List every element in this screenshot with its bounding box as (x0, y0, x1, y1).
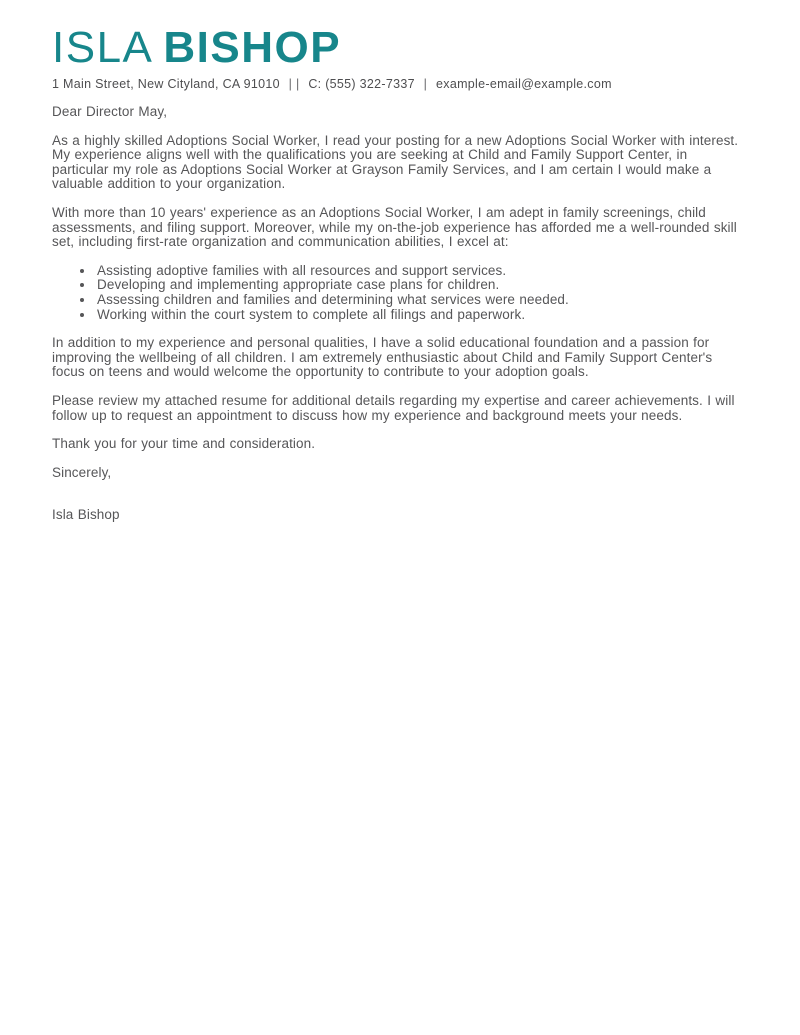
first-name: ISLA (52, 23, 154, 72)
address-text: 1 Main Street, New Cityland, CA 91010 (52, 77, 280, 91)
phone-text: C: (555) 322-7337 (308, 77, 415, 91)
signoff: Sincerely, (52, 464, 112, 480)
paragraph-thanks: Thank you for your time and consideration. (52, 436, 316, 452)
paragraph-experience: With more than 10 years' experience as an Adoptions Social Worker, I am adept in family screenings, child assessments, and filing support. Moreover, while my on-the-job experience has afforded me a well-rounded skill set, including first-rate organization and communication abilities, I excel at: (52, 204, 737, 250)
contact-separator: | | (288, 77, 300, 91)
contact-line (52, 77, 748, 91)
contact-separator: | (423, 77, 428, 91)
skills-list-item: • Working within the court system to complete all filings and paperwork. (95, 308, 748, 323)
letter-header (52, 23, 748, 91)
person-name (52, 23, 748, 72)
paragraph-education: In addition to my experience and personal qualities, I have a solid educational foundation and a passion for improving the wellbeing of all children. I am extremely enthusiastic about Child and Family Support Center's focus on teens and would welcome the opportunity to contribute to your adoption goals. (52, 335, 713, 380)
skills-list-item: • Developing and implementing appropriate case plans for children. (95, 278, 748, 293)
signature-name: Isla Bishop (52, 507, 120, 523)
skills-list (52, 264, 748, 322)
paragraph-intro: As a highly skilled Adoptions Social Worker, I read your posting for a new Adoptions Social Worker with interest. My experience aligns well with the qualifications you are seeking at Child and Family Support Center, in particular my role as Adoptions Social Worker at Grayson Family Services, and I am certain I would make a valuable addition to your organization. (52, 132, 739, 192)
letter-body (52, 105, 748, 523)
skills-list-item: • Assisting adoptive families with all resources and support services. (95, 264, 748, 279)
email-text: example-email@example.com (436, 77, 612, 91)
skills-list-item: • Assessing children and families and determining what services were needed. (95, 293, 748, 308)
paragraph-resume: Please review my attached resume for additional details regarding my expertise and career achievements. I will follow up to request an appointment to discuss how my experience and background meets your needs. (52, 392, 735, 423)
salutation: Dear Director May, (52, 104, 168, 119)
last-name: BISHOP (163, 23, 342, 72)
